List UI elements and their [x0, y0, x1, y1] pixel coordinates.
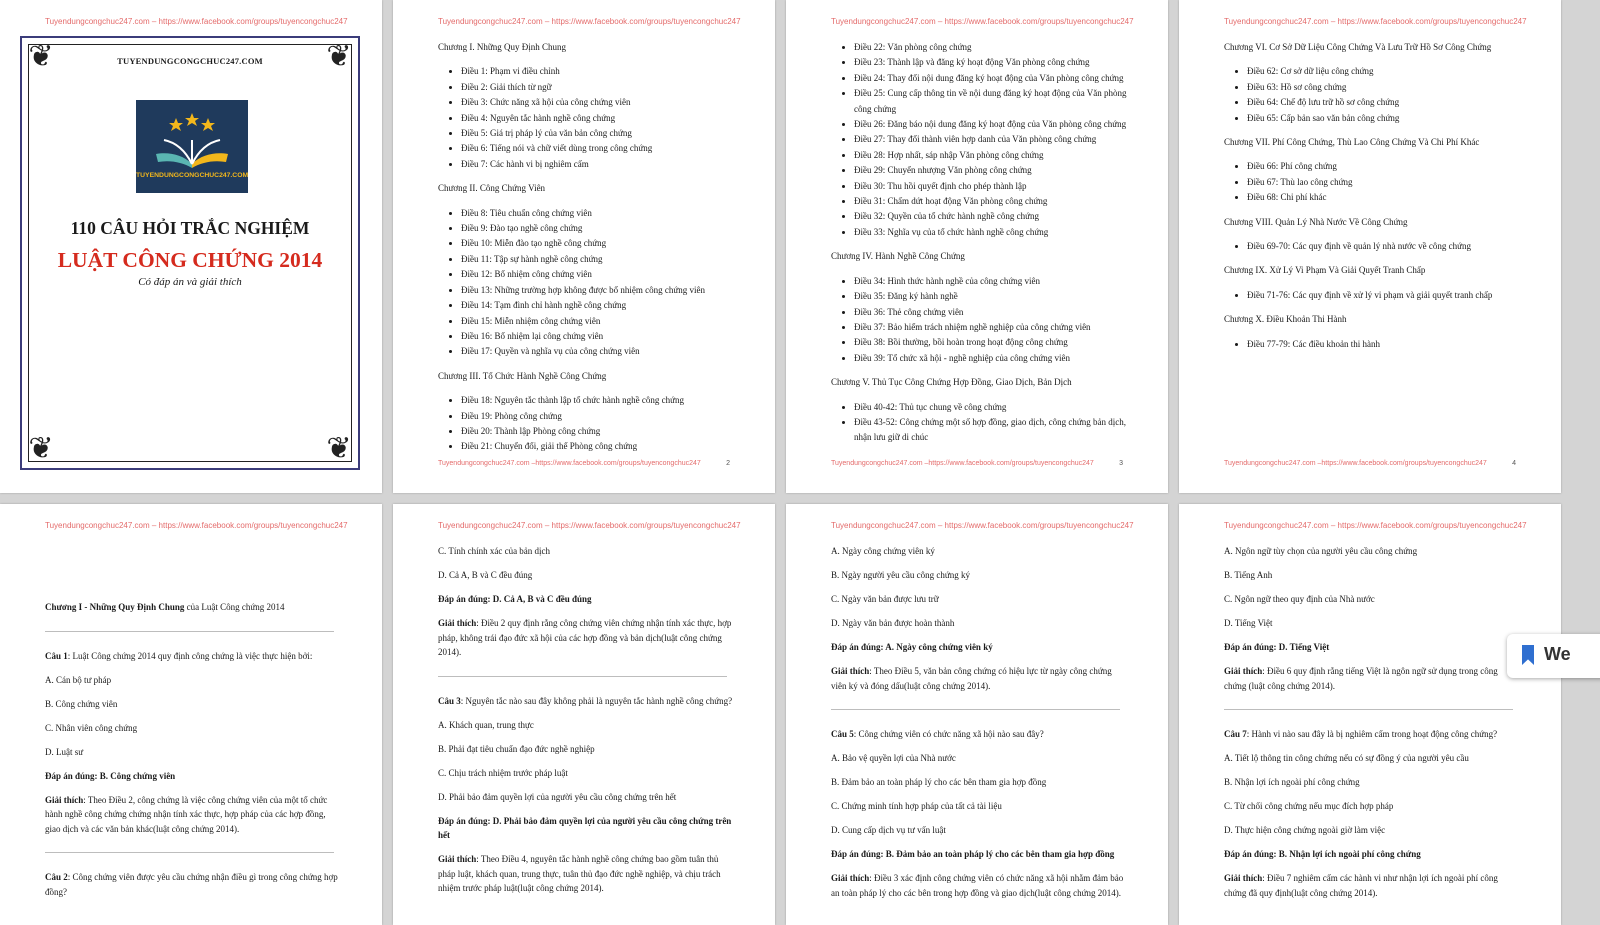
- list-item: • Điều 20: Thành lập Phòng công chứng: [461, 424, 735, 439]
- section-heading-bold: Chương I - Những Quy Định Chung: [45, 602, 185, 612]
- list-item: • Điều 26: Đăng báo nội dung đăng ký hoạt động của Văn phòng công chứng: [854, 117, 1128, 132]
- article-list: [1224, 64, 1521, 126]
- answer-label: Đáp án đúng: [438, 594, 488, 604]
- article-list: [1224, 159, 1521, 205]
- explanation-text: : Điều 2 quy định rằng công chứng viên chứng nhận tính xác thực, hợp pháp, không trái đạo đức xã hội của các hợp đồng và bản dịch(luật công chứng 2014).: [438, 618, 732, 657]
- bookmark-icon: [1522, 645, 1534, 665]
- quiz-content: [45, 600, 342, 909]
- list-item: • Điều 1: Phạm vi điều chỉnh: [461, 64, 735, 79]
- list-item: • Điều 30: Thu hồi quyết định cho phép thành lập: [854, 179, 1128, 194]
- correct-answer: Đáp án đúng: B. Công chứng viên: [45, 770, 176, 781]
- correct-answer: [1224, 640, 1521, 655]
- answer-option: C. Chứng minh tính hợp pháp của tất cả tài liệu: [831, 801, 1002, 811]
- page-header: Tuyendungcongchuc247.com – https://www.facebook.com/groups/tuyencongchuc247: [831, 521, 1134, 530]
- answer-value: : B. Nhận lợi ích ngoài phí công chứng: [1273, 849, 1421, 859]
- chapter-heading: Chương VI. Cơ Sở Dữ Liệu Công Chứng Và Lưu Trữ Hồ Sơ Công Chứng: [1224, 42, 1492, 52]
- footer-text: Tuyendungcongchuc247.com –https://www.facebook.com/groups/tuyencongchuc247: [831, 460, 1094, 467]
- explanation-text: : Điều 7 nghiêm cấm các hành vi như nhận lợi ích ngoài phí công chứng đã quy định(luật công chứng 2014).: [1224, 873, 1498, 898]
- list-item: • Điều 77-79: Các điều khoản thi hành: [1247, 337, 1521, 352]
- list-item: • Điều 18: Nguyên tắc thành lập tổ chức hành nghề công chứng: [461, 393, 735, 408]
- list-item: • Điều 68: Chi phí khác: [1247, 190, 1521, 205]
- explanation-label: Giải thích: [831, 873, 870, 883]
- ornament-icon: ❦: [326, 432, 352, 465]
- list-item: • Điều 17: Quyền và nghĩa vụ của công chứng viên: [461, 344, 735, 359]
- list-item: • Điều 29: Chuyển nhượng Văn phòng công chứng: [854, 163, 1128, 178]
- page-number: 2: [726, 460, 730, 467]
- list-item: • Điều 8: Tiêu chuẩn công chứng viên: [461, 206, 735, 221]
- page-footer: [438, 460, 730, 467]
- list-item: • Điều 4: Nguyên tắc hành nghề công chứng: [461, 111, 735, 126]
- answer-label: Đáp án đúng: [1224, 849, 1274, 859]
- page-header: Tuyendungcongchuc247.com – https://www.facebook.com/groups/tuyencongchuc247: [45, 521, 348, 530]
- list-item: • Điều 35: Đăng ký hành nghề: [854, 289, 1128, 304]
- question: [1224, 727, 1521, 742]
- answer-option: A. Tiết lộ thông tin công chứng nếu có sự đồng ý của người yêu cầu: [1224, 753, 1469, 763]
- list-item: • Điều 27: Thay đổi thành viên hợp danh của Văn phòng công chứng: [854, 132, 1128, 147]
- list-item: • Điều 9: Đào tạo nghề công chứng: [461, 221, 735, 236]
- answer-option: A. Bảo vệ quyền lợi của Nhà nước: [831, 753, 956, 763]
- chapter-heading: Chương I. Những Quy Định Chung: [438, 42, 567, 52]
- explanation-text: : Điều 3 xác định công chứng viên có chức năng xã hội nhằm đảm bảo an toàn pháp lý cho các bên trong hợp đồng và giao dịch(luật công chứng 2014).: [831, 873, 1124, 898]
- chapter-heading: Chương VIII. Quản Lý Nhà Nước Về Công Chứng: [1224, 216, 1408, 227]
- list-item: • Điều 5: Giá trị pháp lý của văn bản công chứng: [461, 126, 735, 141]
- ornament-icon: ❦: [326, 40, 352, 73]
- answer-option: C. Ngôn ngữ theo quy định của Nhà nước: [1224, 594, 1375, 604]
- chapter-heading: Chương V. Thủ Tục Công Chứng Hợp Đồng, Giao Dịch, Bản Dịch: [831, 377, 1072, 388]
- footer-text: Tuyendungcongchuc247.com –https://www.facebook.com/groups/tuyencongchuc247: [438, 460, 701, 467]
- explanation: [831, 664, 1128, 693]
- answer-option: C. Nhân viên công chứng: [45, 722, 138, 733]
- explanation-label: Giải thích: [438, 854, 477, 864]
- widget-label: We: [1544, 644, 1571, 664]
- page-number: 3: [1119, 460, 1123, 467]
- answer-option: A. Cán bộ tư pháp: [45, 674, 112, 685]
- answer-option: C. Từ chối công chứng nếu mục đích hợp pháp: [1224, 801, 1394, 811]
- list-item: • Điều 10: Miễn đào tạo nghề công chứng: [461, 236, 735, 251]
- list-item: • Điều 11: Tập sự hành nghề công chứng: [461, 252, 735, 267]
- divider: [45, 852, 334, 853]
- answer-option: A. Ngày công chứng viên ký: [831, 546, 935, 556]
- footer-text: Tuyendungcongchuc247.com –https://www.facebook.com/groups/tuyencongchuc247: [1224, 460, 1487, 467]
- list-item: • Điều 13: Những trường hợp không được bổ nhiệm công chứng viên: [461, 283, 735, 298]
- answer-option: A. Ngôn ngữ tùy chọn của người yêu cầu công chứng: [1224, 546, 1418, 556]
- explanation-label: Giải thích: [831, 666, 870, 676]
- chapter-heading: Chương III. Tổ Chức Hành Nghề Công Chứng: [438, 370, 607, 381]
- explanation-label: Giải thích: [1224, 873, 1263, 883]
- correct-answer: [438, 592, 735, 607]
- explanation: [45, 793, 342, 837]
- chapter-heading: Chương IX. Xử Lý Vi Phạm Và Giải Quyết Tranh Chấp: [1224, 265, 1426, 276]
- list-item: • Điều 7: Các hành vi bị nghiêm cấm: [461, 157, 735, 172]
- explanation-text: : Điều 6 quy định rằng tiếng Việt là ngôn ngữ sử dụng trong công chứng (luật công chứng 2014).: [1224, 666, 1498, 691]
- question: [831, 727, 1128, 742]
- question-text: : Luật Công chứng 2014 quy định công chứng là việc thực hiện bởi:: [67, 650, 313, 661]
- answer-value: : A. Ngày công chứng viên ký: [880, 642, 993, 652]
- explanation: [438, 616, 735, 660]
- article-list: [438, 206, 735, 360]
- list-item: • Điều 62: Cơ sở dữ liệu công chứng: [1247, 64, 1521, 79]
- page-number: 4: [1512, 460, 1516, 467]
- question-label: Câu 7: [1224, 729, 1247, 739]
- toc-content: [1224, 40, 1521, 361]
- list-item: • Điều 24: Thay đổi nội dung đăng ký hoạt động của Văn phòng công chứng: [854, 71, 1128, 86]
- correct-answer: [831, 847, 1128, 862]
- article-list: [831, 400, 1128, 446]
- list-item: • Điều 28: Hợp nhất, sáp nhập Văn phòng công chứng: [854, 148, 1128, 163]
- quiz-content: [438, 544, 735, 905]
- chapter-heading: Chương II. Công Chứng Viên: [438, 183, 546, 194]
- answer-option: D. Ngày văn bản được hoàn thành: [831, 618, 955, 628]
- explanation: [438, 852, 735, 896]
- list-item: • Điều 69-70: Các quy định về quản lý nhà nước về công chứng: [1247, 239, 1521, 254]
- cover-logo: [136, 100, 248, 193]
- explanation-label: Giải thích: [1224, 666, 1263, 676]
- document-page: [393, 0, 775, 493]
- question-text: : Hành vi nào sau đây là bị nghiêm cấm trong hoạt động công chứng?: [1246, 729, 1498, 739]
- page-header: Tuyendungcongchuc247.com – https://www.facebook.com/groups/tuyencongchuc247: [1224, 521, 1527, 530]
- chapter-heading: Chương VII. Phí Công Chứng, Thù Lao Công Chứng Và Chi Phí Khác: [1224, 137, 1480, 148]
- list-item: • Điều 37: Bảo hiểm trách nhiệm nghề nghiệp của công chứng viên: [854, 320, 1128, 335]
- document-page: [0, 504, 382, 925]
- list-item: • Điều 33: Nghĩa vụ của tổ chức hành nghề công chứng: [854, 225, 1128, 240]
- list-item: • Điều 31: Chấm dứt hoạt động Văn phòng công chứng: [854, 194, 1128, 209]
- toc-content: [438, 40, 735, 464]
- answer-option: B. Phải đạt tiêu chuẩn đạo đức nghề nghiệp: [438, 743, 595, 754]
- floating-bookmark-widget[interactable]: [1507, 634, 1600, 678]
- logo-caption: TUYENDUNGCONGCHUC247.COM: [136, 172, 249, 179]
- question-text: : Công chứng viên được yêu cầu chứng nhận điều gì trong công chứng hợp đồng?: [45, 872, 338, 897]
- explanation: [831, 871, 1128, 900]
- list-item: • Điều 36: Thẻ công chứng viên: [854, 305, 1128, 320]
- ornament-icon: ❦: [28, 40, 54, 73]
- answer-option: D. Luật sư: [45, 746, 84, 757]
- list-item: • Điều 63: Hồ sơ công chứng: [1247, 80, 1521, 95]
- cover-site-name: TUYENDUNGCONGCHUC247.COM: [117, 56, 263, 66]
- explanation: [1224, 664, 1521, 693]
- answer-option: B. Nhận lợi ích ngoài phí công chứng: [1224, 777, 1360, 787]
- explanation-text: : Theo Điều 2, công chứng là việc công chứng viên của một tổ chức hành nghề công chứng chứng nhận tính xác thực, hợp pháp của các hợp đồng, giao dịch và các văn bản khác(luật công chứng 2014).: [45, 794, 328, 834]
- divider: [45, 631, 334, 632]
- answer-option: B. Ngày người yêu cầu công chứng ký: [831, 570, 970, 580]
- question-label: Câu 5: [831, 729, 854, 739]
- question: [45, 649, 342, 664]
- list-item: • Điều 19: Phòng công chứng: [461, 409, 735, 424]
- answer-option: D. Cung cấp dịch vụ tư vấn luật: [831, 825, 946, 835]
- book-stars-icon: [136, 106, 248, 176]
- quiz-content: [1224, 544, 1521, 910]
- section-heading: [45, 600, 342, 615]
- quiz-content: [831, 544, 1128, 910]
- document-page: [786, 504, 1168, 925]
- document-page: [393, 504, 775, 925]
- article-list: [1224, 337, 1521, 352]
- answer-option: C. Tính chính xác của bản dịch: [438, 546, 551, 556]
- document-page: [0, 0, 382, 493]
- page-header: Tuyendungcongchuc247.com – https://www.facebook.com/groups/tuyencongchuc247: [438, 17, 741, 26]
- answer-option: B. Đảm bảo an toàn pháp lý cho các bên tham gia hợp đồng: [831, 777, 1047, 787]
- article-list: [438, 393, 735, 455]
- answer-label: Đáp án đúng: [1224, 642, 1274, 652]
- answer-option: D. Phải bảo đảm quyền lợi của người yêu cầu công chứng trên hết: [438, 791, 677, 802]
- answer-label: Đáp án đúng: [831, 849, 881, 859]
- explanation-label: Giải thích: [438, 618, 477, 628]
- question: [438, 694, 735, 709]
- list-item: • Điều 3: Chức năng xã hội của công chứng viên: [461, 95, 735, 110]
- document-page: [786, 0, 1168, 493]
- article-list: [831, 274, 1128, 366]
- document-page: [1179, 504, 1561, 925]
- answer-option: B. Công chứng viên: [45, 698, 118, 709]
- answer-value: : D. Tiếng Việt: [1273, 642, 1330, 652]
- cover-title: 110 CÂU HỎI TRẮC NGHIỆM: [70, 218, 310, 238]
- list-item: • Điều 64: Chế độ lưu trữ hồ sơ công chứng: [1247, 95, 1521, 110]
- answer-option: A. Khách quan, trung thực: [438, 719, 534, 730]
- answer-option: C. Ngày văn bản được lưu trữ: [831, 594, 939, 604]
- answer-label: Đáp án đúng: [831, 642, 881, 652]
- page-header: Tuyendungcongchuc247.com – https://www.facebook.com/groups/tuyencongchuc247: [831, 17, 1134, 26]
- divider: [831, 709, 1120, 710]
- list-item: • Điều 23: Thành lập và đăng ký hoạt động Văn phòng công chứng: [854, 55, 1128, 70]
- question-text: : Nguyên tắc nào sau đây không phải là nguyên tắc hành nghề công chứng?: [460, 695, 733, 706]
- answer-option: B. Tiếng Anh: [1224, 570, 1273, 580]
- list-item: • Điều 22: Văn phòng công chứng: [854, 40, 1128, 55]
- answer-option: D. Thực hiện công chứng ngoài giờ làm việc: [1224, 825, 1386, 835]
- correct-answer: [1224, 847, 1521, 862]
- page-header: Tuyendungcongchuc247.com – https://www.facebook.com/groups/tuyencongchuc247: [45, 17, 348, 26]
- article-list: [438, 64, 735, 172]
- question-text: : Công chứng viên có chức năng xã hội nào sau đây?: [853, 729, 1044, 739]
- correct-answer: [831, 640, 1128, 655]
- chapter-heading: Chương IV. Hành Nghề Công Chứng: [831, 251, 965, 262]
- explanation-text: : Theo Điều 4, nguyên tắc hành nghề công chứng bao gồm tuân thủ pháp luật, khách quan, trung thực, tuân thủ đạo đức nghề nghiệp, và chịu trách nhiệm trước pháp luật(luật công chứng 2014).: [438, 854, 721, 893]
- answer-option: C. Chịu trách nhiệm trước pháp luật: [438, 767, 568, 778]
- section-heading-rest: của Luật Công chứng 2014: [184, 602, 285, 612]
- answer-value: : D. Cả A, B và C đều đúng: [487, 594, 592, 604]
- list-item: • Điều 2: Giải thích từ ngữ: [461, 80, 735, 95]
- list-item: • Điều 71-76: Các quy định về xử lý vi phạm và giải quyết tranh chấp: [1247, 288, 1521, 303]
- list-item: • Điều 43-52: Công chứng một số hợp đồng, giao dịch, công chứng bản dịch, nhận lưu giữ di chúc: [854, 415, 1128, 446]
- list-item: • Điều 14: Tạm đình chỉ hành nghề công chứng: [461, 298, 735, 313]
- list-item: • Điều 16: Bổ nhiệm lại công chứng viên: [461, 329, 735, 344]
- list-item: • Điều 32: Quyền của tổ chức hành nghề công chứng: [854, 209, 1128, 224]
- page-footer: [831, 460, 1123, 467]
- list-item: • Điều 6: Tiếng nói và chữ viết dùng trong công chứng: [461, 141, 735, 156]
- list-item: • Điều 34: Hình thức hành nghề của công chứng viên: [854, 274, 1128, 289]
- chapter-heading: Chương X. Điều Khoản Thi Hành: [1224, 314, 1347, 325]
- list-item: • Điều 21: Chuyển đổi, giải thể Phòng công chứng: [461, 439, 735, 454]
- cover-law-title: LUẬT CÔNG CHỨNG 2014: [57, 248, 323, 272]
- explanation-label: Giải thích: [45, 794, 84, 805]
- question-label: Câu 3: [438, 695, 461, 706]
- article-list: [1224, 239, 1521, 254]
- list-item: • Điều 39: Tổ chức xã hội - nghề nghiệp của công chứng viên: [854, 351, 1128, 366]
- explanation-text: : Theo Điều 5, văn bản công chứng có hiệu lực từ ngày công chứng viên ký và đóng dấu(luật công chứng 2014).: [831, 666, 1112, 691]
- document-page: [1179, 0, 1561, 493]
- list-item: • Điều 25: Cung cấp thông tin về nội dung đăng ký hoạt động của Văn phòng công chứng: [854, 86, 1128, 117]
- list-item: • Điều 65: Cấp bản sao văn bản công chứng: [1247, 111, 1521, 126]
- question-label: Câu 2: [45, 872, 68, 882]
- list-item: • Điều 12: Bổ nhiệm công chứng viên: [461, 267, 735, 282]
- page-footer: [1224, 460, 1516, 467]
- explanation: [1224, 871, 1521, 900]
- question-label: Câu 1: [45, 650, 68, 661]
- list-item: • Điều 67: Thù lao công chứng: [1247, 175, 1521, 190]
- correct-answer: Đáp án đúng: D. Phải bảo đảm quyền lợi của người yêu cầu công chứng trên hết: [438, 815, 732, 840]
- cover-frame: [20, 36, 360, 470]
- answer-value: : B. Đảm bảo an toàn pháp lý cho các bên tham gia hợp đồng: [880, 849, 1115, 859]
- question: [45, 870, 342, 899]
- list-item: • Điều 66: Phí công chứng: [1247, 159, 1521, 174]
- page-header: Tuyendungcongchuc247.com – https://www.facebook.com/groups/tuyencongchuc247: [1224, 17, 1527, 26]
- ornament-icon: ❦: [28, 432, 54, 465]
- article-list: [831, 40, 1128, 240]
- toc-content: [831, 40, 1128, 455]
- list-item: • Điều 15: Miễn nhiệm công chứng viên: [461, 314, 735, 329]
- list-item: • Điều 38: Bồi thường, bồi hoàn trong hoạt động công chứng: [854, 335, 1128, 350]
- divider: [438, 676, 727, 677]
- article-list: [1224, 288, 1521, 303]
- divider: [1224, 709, 1513, 710]
- list-item: • Điều 40-42: Thủ tục chung về công chứng: [854, 400, 1128, 415]
- cover-subtitle: Có đáp án và giải thích: [138, 276, 242, 288]
- answer-option: D. Cả A, B và C đều đúng: [438, 570, 533, 580]
- page-header: Tuyendungcongchuc247.com – https://www.facebook.com/groups/tuyencongchuc247: [438, 521, 741, 530]
- answer-option: D. Tiếng Việt: [1224, 618, 1273, 628]
